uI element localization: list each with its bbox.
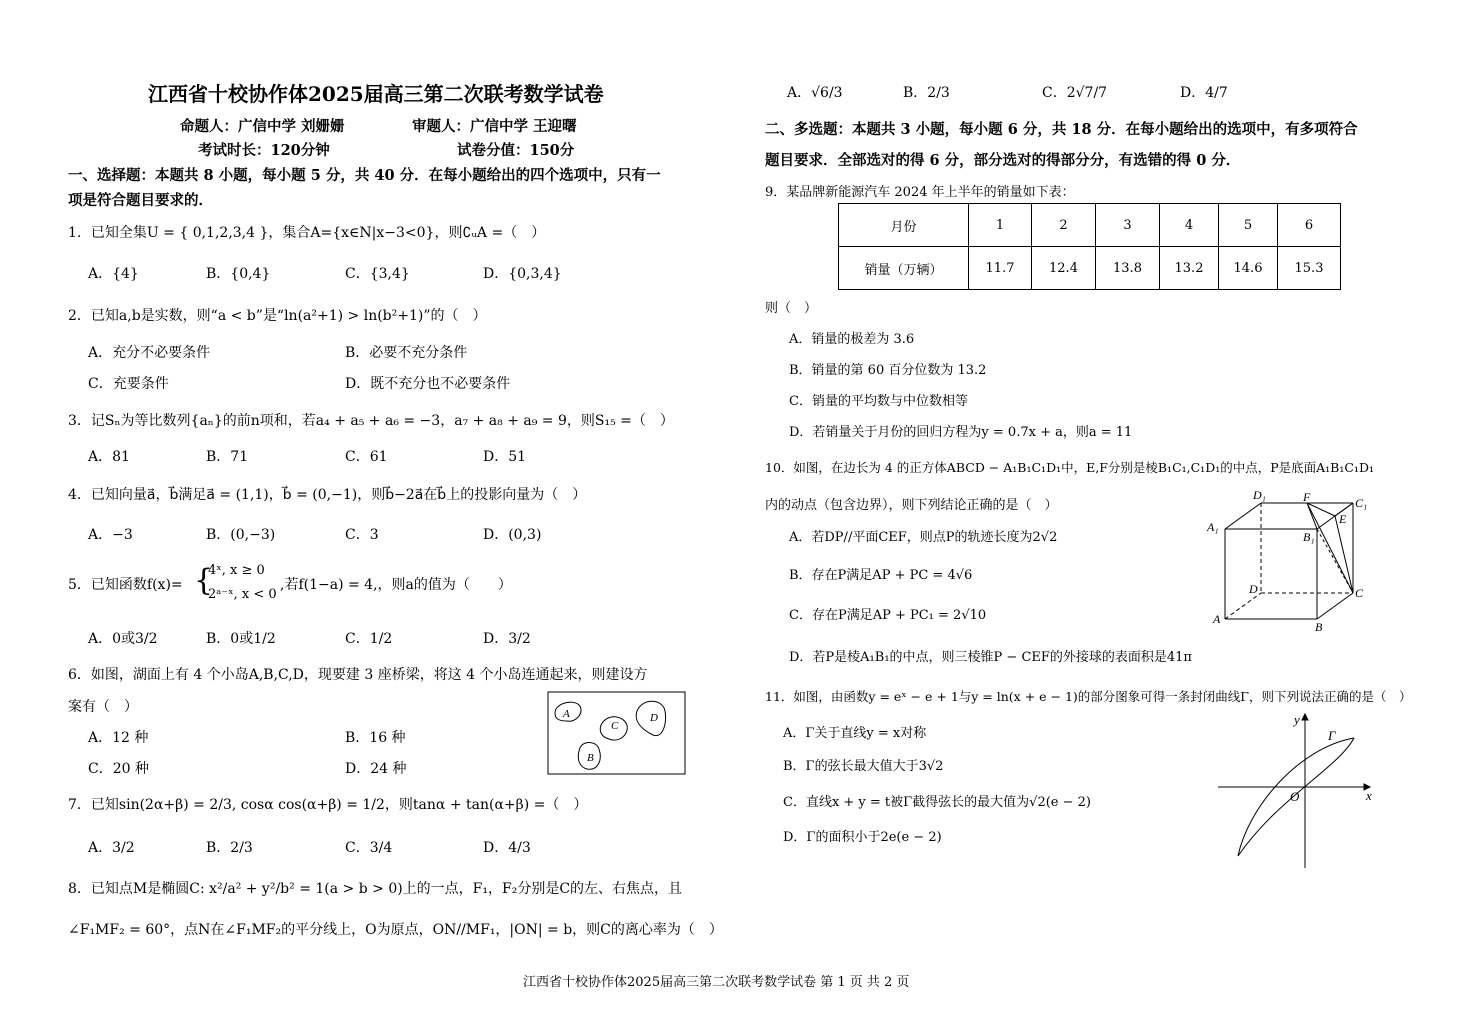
q2-stem: 2．已知a,b是实数，则“a < b”是“ln(a²+1) > ln(b²+1)”的（ ） xyxy=(68,308,487,324)
duration-line: 考试时长：120分钟 xyxy=(198,142,330,159)
q7-stem: 7．已知sin(2α+β) = 2/3, cosα cos(α+β) = 1/2，则tanα + tan(α+β) =（ ） xyxy=(68,797,588,813)
sales-cell: 13.8 xyxy=(1096,247,1160,290)
q6-option-b[interactable]: B．16 种 xyxy=(345,730,406,746)
q2-option-d[interactable]: D．既不充分也不必要条件 xyxy=(345,376,511,392)
vertex-d1: D₁ xyxy=(1253,488,1266,502)
q4-option-b[interactable]: B．(0,−3) xyxy=(206,527,276,543)
table-row xyxy=(839,247,1341,290)
vertex-a1: A₁ xyxy=(1207,520,1219,534)
exam-title: 江西省十校协作体2025届高三第二次联考数学试卷 xyxy=(148,82,604,106)
q5-piece2: 2ᵃ⁻ˣ, x < 0 xyxy=(208,587,277,602)
section2-title-cont: 题目要求．全部选对的得 6 分，部分选对的得部分分，有选错的得 0 分． xyxy=(765,152,1241,169)
sales-cell: 15.3 xyxy=(1278,247,1341,290)
q9-tail: 则（ ） xyxy=(765,301,818,316)
table-header-sales: 销量（万辆） xyxy=(839,247,969,290)
author-line: 命题人：广信中学 刘姗姗 xyxy=(180,118,345,135)
q7-option-b[interactable]: B．2/3 xyxy=(206,840,253,856)
x-axis-label: x xyxy=(1366,788,1372,803)
sales-cell: 12.4 xyxy=(1032,247,1096,290)
cube-figure xyxy=(1205,485,1380,635)
q6-stem-cont: 案有（ ） xyxy=(68,699,138,715)
q9-option-a[interactable]: A．销量的极差为 3.6 xyxy=(789,332,915,347)
q4-option-a[interactable]: A．−3 xyxy=(88,527,133,543)
sales-cell: 13.2 xyxy=(1160,247,1219,290)
q5-option-a[interactable]: A．0或3/2 xyxy=(88,631,158,647)
y-axis-label: y xyxy=(1294,712,1300,727)
vertex-d: D xyxy=(1249,582,1258,596)
island-d-label: D xyxy=(650,712,658,724)
q8-option-a[interactable]: A．√6/3 xyxy=(787,85,843,101)
origin-label: O xyxy=(1290,789,1300,804)
q6-option-a[interactable]: A．12 种 xyxy=(88,730,149,746)
q5-brace: { xyxy=(194,563,214,598)
month-cell: 6 xyxy=(1278,204,1341,247)
q3-option-a[interactable]: A．81 xyxy=(88,449,130,465)
q4-stem: 4．已知向量a⃗，b⃗满足a⃗ = (1,1)，b⃗ = (0,−1)，则b⃗−2a⃗在b⃗上的投影向量为（ ） xyxy=(68,487,587,503)
q3-option-c[interactable]: C．61 xyxy=(345,449,388,465)
q1-stem: 1．已知全集U = { 0,1,2,3,4 }，集合A={x∈N|x−3<0}，则∁ᵤA =（ ） xyxy=(68,225,546,241)
sales-cell: 11.7 xyxy=(969,247,1032,290)
q8-option-b[interactable]: B．2/3 xyxy=(903,85,950,101)
table-header-month: 月份 xyxy=(839,204,969,247)
q4-option-d[interactable]: D．(0,3) xyxy=(483,527,542,543)
q6-stem: 6．如图，湖面上有 4 个小岛A,B,C,D，现要建 3 座桥梁，将这 4 个小岛连通起来，则建设方 xyxy=(68,667,648,683)
q8-option-c[interactable]: C．2√7/7 xyxy=(1042,85,1108,101)
month-cell: 4 xyxy=(1160,204,1219,247)
q1-option-c[interactable]: C．{3,4} xyxy=(345,266,410,282)
island-b-label: B xyxy=(587,752,594,764)
q10-option-d[interactable]: D．若P是棱A₁B₁的中点，则三棱锥P − CEF的外接球的表面积是41π xyxy=(789,650,1192,665)
section2-title: 二、多选题：本题共 3 小题，每小题 6 分，共 18 分．在每小题给出的选项中，有多项符合 xyxy=(765,121,1358,138)
q1-option-a[interactable]: A．{4} xyxy=(88,266,139,282)
q8-option-d[interactable]: D．4/7 xyxy=(1180,85,1228,101)
month-cell: 2 xyxy=(1032,204,1096,247)
q11-option-c[interactable]: C．直线x + y = t被Γ截得弦长的最大值为√2(e − 2) xyxy=(783,795,1092,810)
score-line: 试卷分值：150分 xyxy=(457,142,575,159)
q9-option-c[interactable]: C．销量的平均数与中位数相等 xyxy=(789,394,968,409)
sales-cell: 14.6 xyxy=(1219,247,1278,290)
q3-option-b[interactable]: B．71 xyxy=(206,449,249,465)
q5-option-d[interactable]: D．3/2 xyxy=(483,631,531,647)
vertex-b1: B₁ xyxy=(1303,530,1315,544)
q11-option-a[interactable]: A．Γ关于直线y = x对称 xyxy=(783,726,927,741)
lake-islands-figure xyxy=(547,691,687,776)
q7-option-d[interactable]: D．4/3 xyxy=(483,840,531,856)
q9-option-d[interactable]: D．若销量关于月份的回归方程为y = 0.7x + a，则a = 11 xyxy=(789,425,1133,440)
table-row xyxy=(839,204,1341,247)
q11-option-b[interactable]: B．Γ的弦长最大值大于3√2 xyxy=(783,759,944,774)
q9-option-b[interactable]: B．销量的第 60 百分位数为 13.2 xyxy=(789,363,987,378)
month-cell: 5 xyxy=(1219,204,1278,247)
q2-option-c[interactable]: C．充要条件 xyxy=(88,376,169,392)
q2-option-a[interactable]: A．充分不必要条件 xyxy=(88,345,211,361)
q1-option-b[interactable]: B．{0,4} xyxy=(206,266,271,282)
q3-stem: 3．记Sₙ为等比数列{aₙ}的前n项和，若a₄ + a₅ + a₆ = −3，a₇ + a₈ + a₉ = 9，则S₁₅ =（ ） xyxy=(68,413,674,429)
month-cell: 1 xyxy=(969,204,1032,247)
section1-title-cont: 项是符合题目要求的． xyxy=(68,192,213,209)
vertex-f: F xyxy=(1303,490,1311,504)
month-cell: 3 xyxy=(1096,204,1160,247)
q5-option-b[interactable]: B．0或1/2 xyxy=(206,631,276,647)
q6-option-c[interactable]: C．20 种 xyxy=(88,761,149,777)
q9-stem: 9．某品牌新能源汽车 2024 年上半年的销量如下表： xyxy=(765,185,1075,200)
q5-option-c[interactable]: C．1/2 xyxy=(345,631,393,647)
q7-option-a[interactable]: A．3/2 xyxy=(88,840,135,856)
q11-option-d[interactable]: D．Γ的面积小于2e(e − 2) xyxy=(783,830,942,845)
vertex-e: E xyxy=(1339,512,1347,526)
vertex-c1: C₁ xyxy=(1355,496,1368,510)
island-a-label: A xyxy=(563,708,570,720)
q3-option-d[interactable]: D．51 xyxy=(483,449,527,465)
gamma-curve-figure xyxy=(1218,708,1378,873)
q10-option-b[interactable]: B．存在P满足AP + PC = 4√6 xyxy=(789,568,973,583)
q10-option-c[interactable]: C．存在P满足AP + PC₁ = 2√10 xyxy=(789,608,987,623)
q5-stem-start: 5．已知函数f(x)= xyxy=(68,577,183,593)
q5-stem-end: ,若f(1−a) = 4,，则a的值为（ ） xyxy=(280,577,512,593)
q10-stem: 10．如图，在边长为 4 的正方体ABCD − A₁B₁C₁D₁中，E,F分别是棱B₁C₁,C₁D₁的中点，P是底面A₁B₁C₁D₁ xyxy=(765,460,1374,475)
island-c-label: C xyxy=(611,720,619,732)
q2-option-b[interactable]: B．必要不充分条件 xyxy=(345,345,468,361)
q10-stem-cont: 内的动点（包含边界），则下列结论正确的是（ ） xyxy=(765,498,1058,513)
reviewer-line: 审题人：广信中学 王迎曙 xyxy=(412,118,577,135)
sales-table xyxy=(838,203,1341,290)
section1-title: 一、选择题：本题共 8 小题，每小题 5 分，共 40 分．在每小题给出的四个选项中，只有一 xyxy=(68,167,661,184)
q8-stem-cont: ∠F₁MF₂ = 60°，点N在∠F₁MF₂的平分线上，O为原点，ON//MF₁，|ON| = b，则C的离心率为（ ） xyxy=(68,922,723,938)
gamma-label: Γ xyxy=(1328,728,1336,743)
q4-option-c[interactable]: C．3 xyxy=(345,527,379,543)
q1-option-d[interactable]: D．{0,3,4} xyxy=(483,266,562,282)
q11-stem: 11．如图，由函数y = eˣ − e + 1与y = ln(x + e − 1)的部分图象可得一条封闭曲线Γ，则下列说法正确的是（ ） xyxy=(765,689,1412,704)
q7-option-c[interactable]: C．3/4 xyxy=(345,840,393,856)
q10-option-a[interactable]: A．若DP//平面CEF，则点P的轨迹长度为2√2 xyxy=(789,530,1058,545)
vertex-b: B xyxy=(1315,620,1323,634)
q6-option-d[interactable]: D．24 种 xyxy=(345,761,407,777)
vertex-a: A xyxy=(1213,612,1221,626)
q8-stem: 8．已知点M是椭圆C: x²/a² + y²/b² = 1(a > b > 0)上的一点，F₁，F₂分别是C的左、右焦点，且 xyxy=(68,881,683,897)
q5-piece1: 4ˣ, x ≥ 0 xyxy=(208,563,265,578)
vertex-c: C xyxy=(1355,586,1364,600)
page-footer: 江西省十校协作体2025届高三第二次联考数学试卷 第 1 页 共 2 页 xyxy=(523,975,910,990)
